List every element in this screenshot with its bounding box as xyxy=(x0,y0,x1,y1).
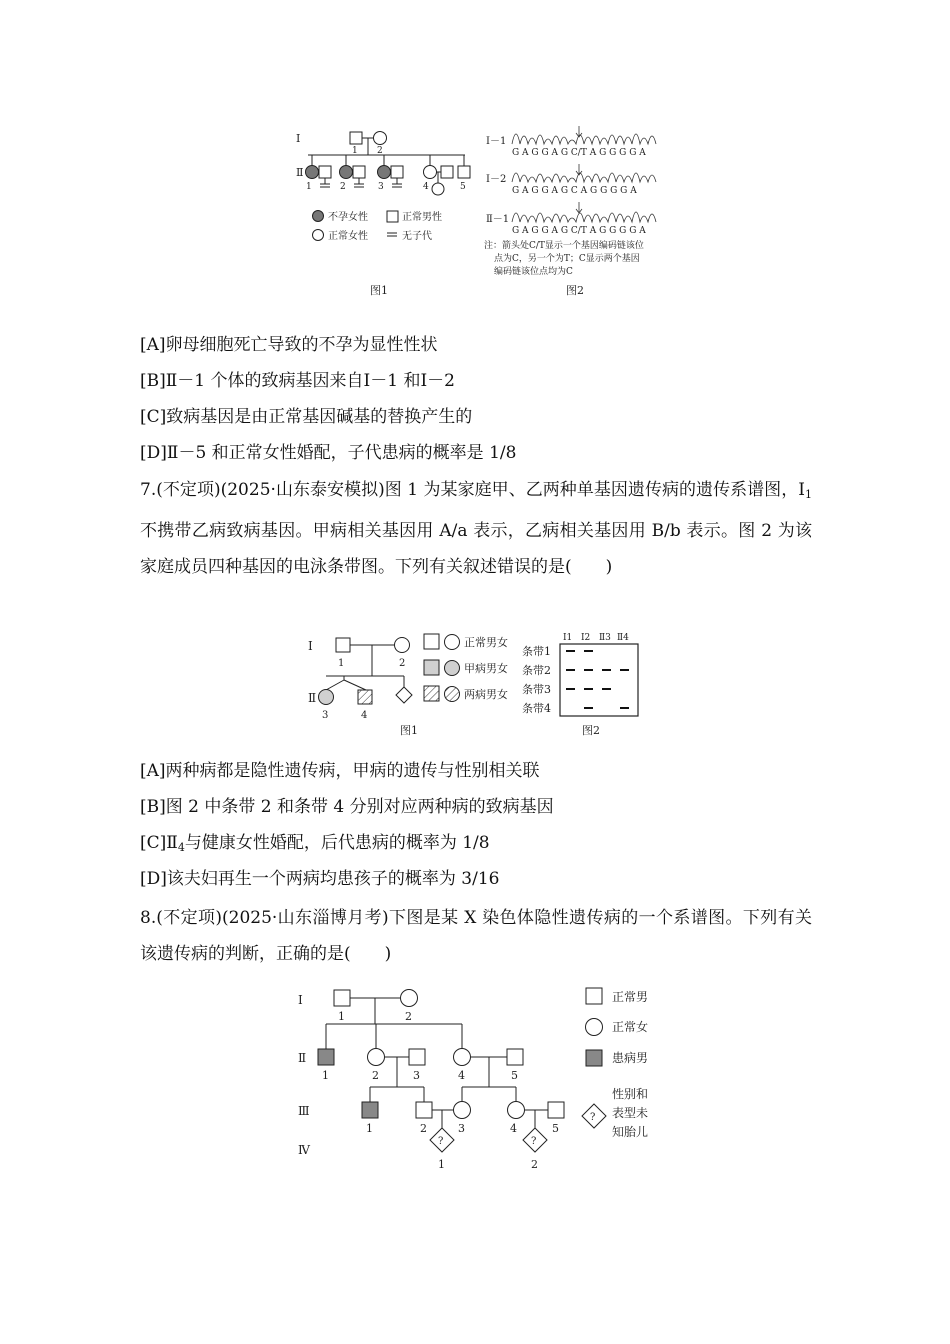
svg-text:3: 3 xyxy=(413,1069,420,1082)
svg-text:Ⅰ: Ⅰ xyxy=(298,993,303,1007)
svg-text:4: 4 xyxy=(423,182,429,192)
svg-text:Ⅱ: Ⅱ xyxy=(298,1051,307,1065)
legend-label: 知胎儿 xyxy=(612,1125,649,1139)
pedigree-II3-infertile-female xyxy=(378,166,391,179)
band-label: 条带2 xyxy=(522,664,551,677)
figure-caption: 图1 xyxy=(400,724,418,737)
legend-label: 正常男女 xyxy=(464,636,508,649)
legend-label: 患病男 xyxy=(612,1051,649,1065)
q7-option-a: [A]两种病都是隐性遗传病，甲病的遗传与性别相关联 xyxy=(140,761,540,781)
svg-text:1: 1 xyxy=(338,1010,345,1023)
svg-text:Ⅳ: Ⅳ xyxy=(298,1143,310,1157)
band-label: 条带3 xyxy=(522,683,551,696)
svg-text:2: 2 xyxy=(399,658,406,669)
q6-option-b: [B]Ⅱ－1 个体的致病基因来自Ⅰ－1 和Ⅰ－2 xyxy=(140,371,455,391)
seq-row-label: Ⅰ－2 xyxy=(486,174,507,185)
svg-text:2: 2 xyxy=(420,1122,427,1135)
q8-pedigree-svg xyxy=(290,980,680,1180)
q7-option-d: [D]该夫妇再生一个两病均患孩子的概率为 3/16 xyxy=(140,869,500,889)
gel-column-label: Ⅱ4 xyxy=(617,633,629,643)
gel-column-label: Ⅱ3 xyxy=(599,633,611,643)
pedigree-II2-infertile-female xyxy=(340,166,353,179)
svg-text:?: ? xyxy=(590,1112,596,1123)
svg-text:4: 4 xyxy=(458,1069,465,1082)
figure-q7 xyxy=(300,624,650,744)
gel-column-label: Ⅰ1 xyxy=(563,633,573,643)
svg-text:5: 5 xyxy=(552,1122,559,1135)
legend-label: 甲病男女 xyxy=(464,662,508,675)
svg-text:3: 3 xyxy=(458,1122,465,1135)
pedigree-II1-infertile-female xyxy=(306,166,319,179)
svg-text:Ⅱ: Ⅱ xyxy=(308,691,317,705)
svg-text:4: 4 xyxy=(361,710,368,721)
q6-option-d: [D]Ⅱ－5 和正常女性婚配，子代患病的概率是 1/8 xyxy=(140,443,517,463)
svg-text:1: 1 xyxy=(438,1158,445,1171)
q6-option-c: [C]致病基因是由正常基因碱基的替换产生的 xyxy=(140,407,473,427)
q7-option-c: $[C]Ⅱ_4$与健康女性婚配，后代患病的概率为 1/8 xyxy=(140,833,490,854)
pedigree-III1-affected-male xyxy=(362,1102,378,1118)
q8-stem: 8.(不定项)(2025·山东淄博月考)下图是某 X 染色体隐性遗传病的一个系谱图。下列有关该遗传病的判断，正确的是( ) xyxy=(140,908,812,964)
q6-option-a: [A]卵母细胞死亡导致的不孕为显性性状 xyxy=(140,335,438,355)
gen-label: Ⅰ xyxy=(296,132,301,145)
legend-label: 正常男 xyxy=(612,990,649,1004)
svg-text:4: 4 xyxy=(510,1122,517,1135)
svg-text:Ⅰ: Ⅰ xyxy=(308,639,313,653)
legend-label: 无子代 xyxy=(402,231,432,242)
figure-caption: 图2 xyxy=(582,724,600,737)
figure-note: 点为C，另一个为T；C显示两个基因 xyxy=(494,254,640,264)
legend-label: 正常女 xyxy=(612,1020,649,1034)
figure-caption: 图1 xyxy=(370,284,388,297)
svg-text:?: ? xyxy=(531,1136,537,1147)
band-label: 条带4 xyxy=(522,702,551,715)
figure-q8 xyxy=(290,980,680,1180)
sequence: G A G G A G C A G G G G A xyxy=(512,186,637,196)
q7-pedigree-electrophoresis-svg xyxy=(300,624,650,744)
legend-label: 正常女性 xyxy=(328,231,368,242)
svg-text:2: 2 xyxy=(377,146,383,156)
svg-text:1: 1 xyxy=(366,1122,373,1135)
svg-text:?: ? xyxy=(438,1136,444,1147)
pedigree-sequencing-svg xyxy=(290,122,670,304)
legend-label: 不孕女性 xyxy=(328,212,368,223)
svg-text:1: 1 xyxy=(322,1069,329,1082)
band-label: 条带1 xyxy=(522,645,551,658)
sequence: G A G G A G C/T A G G G G A xyxy=(512,148,646,158)
legend-label: 性别和 xyxy=(612,1087,649,1101)
svg-text:1: 1 xyxy=(338,658,345,669)
svg-text:Ⅲ: Ⅲ xyxy=(298,1104,310,1118)
legend-label: 正常男性 xyxy=(402,212,442,223)
q7-stem: 7.(不定项)(2025·山东泰安模拟)图 1 为某家庭甲、乙两种单基因遗传病的遗传系谱图，$Ⅰ_1$不携带乙病致病基因。甲病相关基因用 A/a 表示，乙病相关基因用 B/b 表示。图 2 为该家庭成员四种基因的电泳条带图。下列有关叙述错误的是( ) xyxy=(140,480,812,577)
svg-text:2: 2 xyxy=(405,1010,412,1023)
svg-text:5: 5 xyxy=(460,182,466,192)
sequence: G A G G A G C/T A G G G G A xyxy=(512,226,646,236)
legend-label: 表型未 xyxy=(612,1106,649,1120)
svg-text:1: 1 xyxy=(306,182,312,192)
seq-row-label: Ⅱ－1 xyxy=(486,214,510,225)
pedigree-II1-affected-male xyxy=(318,1049,334,1065)
svg-text:2: 2 xyxy=(340,182,346,192)
seq-row-label: Ⅰ－1 xyxy=(486,136,507,147)
figure-pedigree-infertility xyxy=(290,122,670,304)
svg-text:3: 3 xyxy=(378,182,384,192)
legend-label: 两病男女 xyxy=(464,688,508,701)
svg-text:3: 3 xyxy=(322,710,329,721)
svg-text:5: 5 xyxy=(511,1069,518,1082)
gen-label: Ⅱ xyxy=(296,166,304,179)
figure-note: 编码链该位点均为C xyxy=(494,267,573,277)
gel-column-label: Ⅰ2 xyxy=(581,633,591,643)
svg-text:2: 2 xyxy=(372,1069,379,1082)
figure-caption: 图2 xyxy=(566,284,584,297)
svg-text:2: 2 xyxy=(531,1158,538,1171)
svg-text:1: 1 xyxy=(352,146,358,156)
q7-option-b: [B]图 2 中条带 2 和条带 4 分别对应两种病的致病基因 xyxy=(140,797,554,817)
figure-note: 注：箭头处C/T显示一个基因编码链该位 xyxy=(484,241,644,251)
